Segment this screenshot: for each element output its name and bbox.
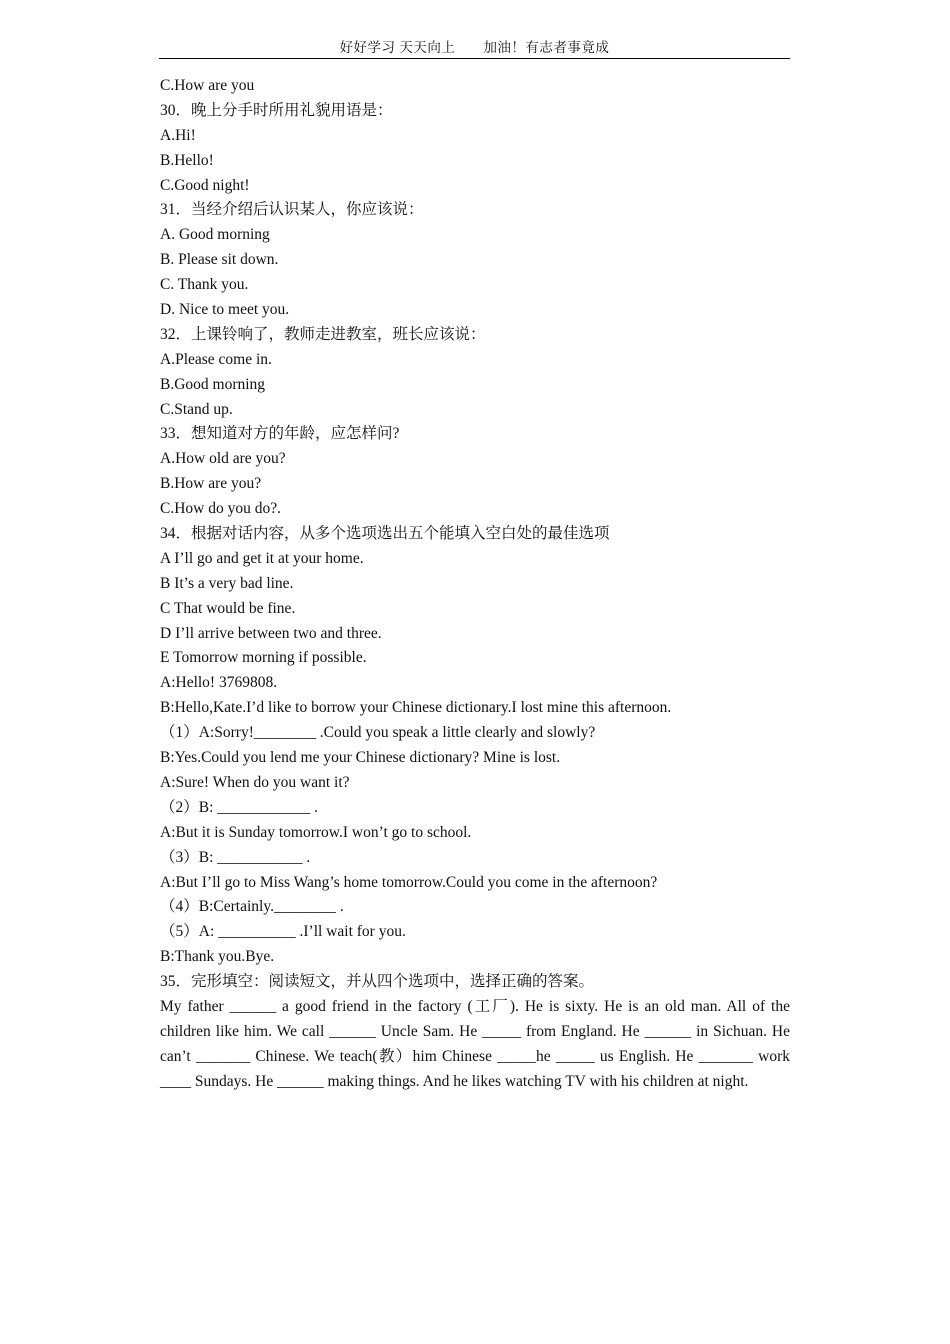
- text-line: E Tomorrow morning if possible.: [160, 649, 367, 667]
- text-line: A.Hi!: [160, 126, 196, 144]
- text-line: 33．想知道对方的年龄，应怎样问?: [160, 425, 400, 443]
- cloze-passage: My father ______ a good friend in the factory (工厂). He is sixty. He is an old man. All of the children like him. We call ______ Uncle Sam. He _____ from England. He ______ in Sichuan. He can’t _______ Chinese. We teach(教）him Chinese _____he _____ us English. He _______ work ____ Sundays. He ______ making things. And he likes watching TV with his children at night.: [160, 997, 790, 1090]
- text-line: B:Thank you.Bye.: [160, 948, 275, 966]
- text-line: C.How do you do?.: [160, 500, 281, 518]
- text-line: A:But I’ll go to Miss Wang’s home tomorrow.Could you come in the afternoon?: [160, 873, 658, 891]
- text-line: C.Stand up.: [160, 400, 233, 418]
- page-header: [159, 38, 790, 59]
- text-line: B It’s a very bad line.: [160, 574, 294, 592]
- text-line: C. Thank you.: [160, 276, 249, 294]
- text-line: B:Yes.Could you lend me your Chinese dictionary? Mine is lost.: [160, 749, 561, 767]
- text-line: A:Sure! When do you want it?: [160, 773, 350, 791]
- text-line: （2）B: ____________ .: [160, 798, 319, 816]
- header-motto-right: 加油！有志者事竟成: [483, 40, 610, 55]
- question-lines: [160, 74, 790, 995]
- text-line: （5）A: __________ .I’ll wait for you.: [160, 923, 406, 941]
- header-motto-left: 好好学习 天天向上: [339, 40, 456, 55]
- text-line: （4）B:Certainly.________ .: [160, 898, 344, 916]
- text-line: D I’ll arrive between two and three.: [160, 624, 382, 642]
- text-line: A:Hello! 3769808.: [160, 674, 278, 692]
- text-line: B.Good morning: [160, 375, 266, 393]
- document-body: [160, 74, 790, 1095]
- text-line: B.How are you?: [160, 475, 262, 493]
- text-line: 31．当经介绍后认识某人，你应该说：: [160, 201, 424, 219]
- text-line: A. Good morning: [160, 226, 270, 244]
- text-line: C.How are you: [160, 77, 255, 94]
- text-line: 34．根据对话内容，从多个选项选出五个能填入空白处的最佳选项: [160, 525, 610, 543]
- text-line: A.Please come in.: [160, 350, 272, 368]
- text-line: B:Hello,Kate.I’d like to borrow your Chinese dictionary.I lost mine this afternoon.: [160, 699, 672, 717]
- text-line: C That would be fine.: [160, 599, 296, 617]
- text-line: D. Nice to meet you.: [160, 301, 290, 319]
- text-line: A.How old are you?: [160, 450, 286, 468]
- text-line: 32．上课铃响了，教师走进教室，班长应该说：: [160, 325, 486, 343]
- text-line: 30．晚上分手时所用礼貌用语是：: [160, 101, 393, 119]
- text-line: B. Please sit down.: [160, 251, 279, 269]
- text-line: 35．完形填空：阅读短文，并从四个选项中，选择正确的答案。: [160, 973, 595, 991]
- text-line: A:But it is Sunday tomorrow.I won’t go to school.: [160, 823, 472, 841]
- text-line: （1）A:Sorry!________ .Could you speak a little clearly and slowly?: [160, 724, 596, 742]
- text-line: （3）B: ___________ .: [160, 848, 311, 866]
- text-line: C.Good night!: [160, 176, 250, 194]
- text-line: A I’ll go and get it at your home.: [160, 549, 364, 567]
- text-line: B.Hello!: [160, 151, 214, 169]
